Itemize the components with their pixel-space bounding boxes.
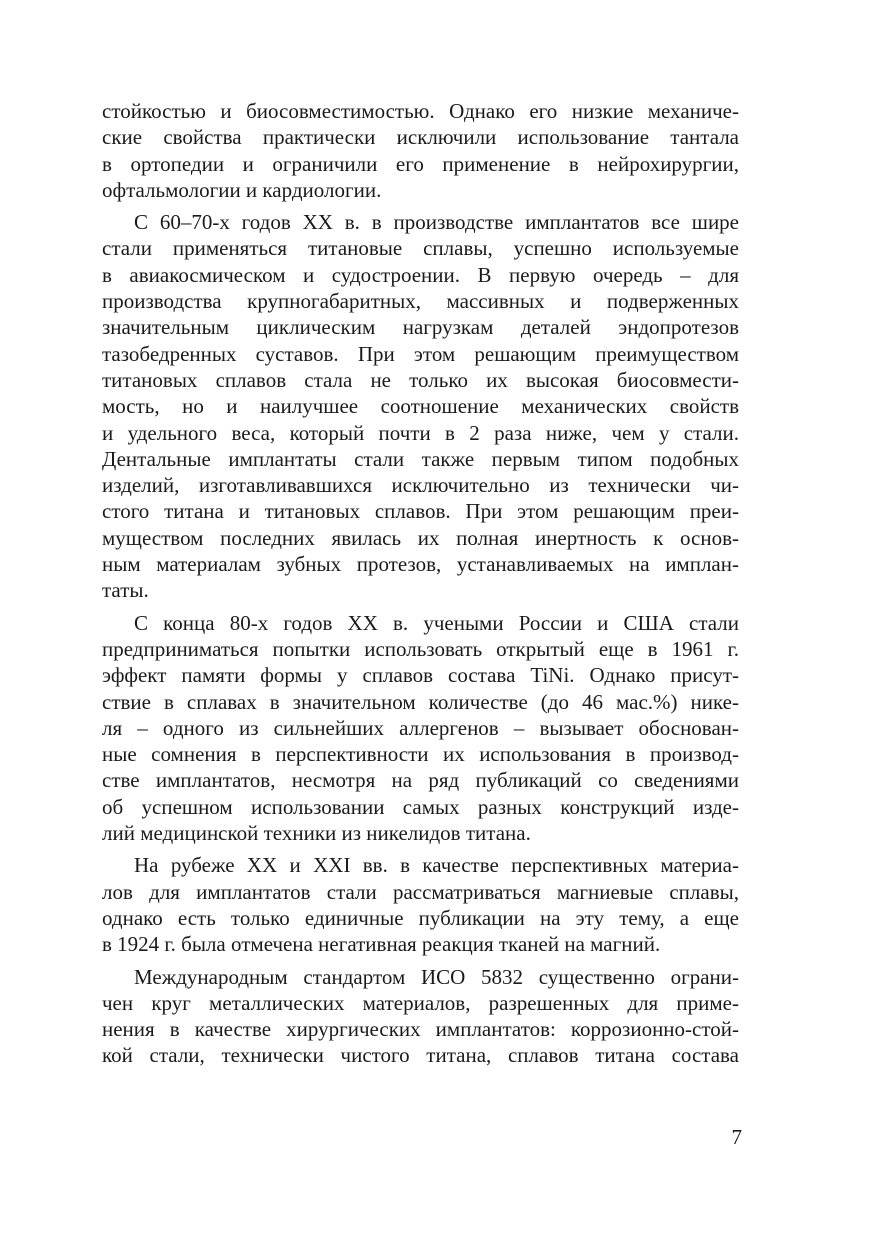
text-line: муществом последних явилась их полная инертность к основ- — [102, 525, 739, 550]
text-line: ствие в сплавах в значительном количестве (до 46 мас.%) нике- — [102, 689, 739, 714]
paragraph-5 — [102, 964, 739, 1069]
text-line: производства крупногабаритных, массивных и подверженных — [102, 289, 739, 314]
text-line: в 1924 г. была отмечена негативная реакция тканей на магний. — [102, 932, 661, 957]
paragraph-2 — [102, 209, 739, 603]
text-line: титановых сплавов стала не только их высокая биосовмести- — [102, 367, 739, 392]
text-line: стали применяться титановые сплавы, успешно используемые — [102, 236, 739, 261]
text-line: нения в качестве хирургических имплантатов: коррозионно-стой- — [102, 1017, 739, 1042]
text-line: изделий, изготавливавшихся исключительно из технически чи- — [102, 473, 739, 498]
text-line: кой стали, технически чистого титана, сплавов титана состава — [102, 1043, 739, 1068]
text-line: офтальмологии и кардиологии. — [102, 177, 382, 202]
text-line: лий медицинской техники из никелидов титана. — [102, 821, 531, 846]
text-line: в ортопедии и ограничили его применение в нейрохирургии, — [102, 151, 739, 176]
text-line: чен круг металлических материалов, разрешенных для приме- — [102, 990, 739, 1015]
body-text — [102, 98, 739, 1075]
text-line: ные сомнения в перспективности их использования в производ- — [102, 742, 739, 767]
paragraph-1 — [102, 98, 739, 203]
text-line: в авиакосмическом и судостроении. В первую очередь – для — [102, 262, 739, 287]
text-line: ские свойства практически исключили использование тантала — [102, 125, 739, 150]
text-line: ля – одного из сильнейших аллергенов – вызывает обоснован- — [102, 715, 739, 740]
text-line: значительным циклическим нагрузкам деталей эндопротезов — [102, 315, 739, 340]
text-line: лов для имплантатов стали рассматриваться магниевые сплавы, — [102, 879, 739, 904]
text-line: таты. — [102, 578, 149, 603]
text-line: Международным стандартом ИСО 5832 существенно ограни- — [134, 964, 739, 989]
text-line: С 60–70-х годов XX в. в производстве имплантатов все шире — [134, 210, 739, 235]
page-number: 7 — [731, 1125, 742, 1149]
text-line: стого титана и титановых сплавов. При этом решающим преи- — [102, 499, 739, 524]
paragraph-3 — [102, 610, 739, 847]
text-line: предприниматься попытки использовать открытый еще в 1961 г. — [102, 636, 739, 661]
text-line: С конца 80-х годов XX в. учеными России и США стали — [134, 610, 739, 635]
paragraph-4 — [102, 852, 739, 957]
text-line: эффект памяти формы у сплавов состава TiNi. Однако присут- — [102, 663, 739, 688]
text-line: тазобедренных суставов. При этом решающим преимуществом — [102, 341, 739, 366]
text-line: мость, но и наилучшее соотношение механических свойств — [102, 394, 739, 419]
text-line: На рубеже XX и XXI вв. в качестве перспективных материа- — [134, 853, 739, 878]
text-line: ным материалам зубных протезов, устанавливаемых на имплан- — [102, 552, 739, 577]
text-line: об успешном использовании самых разных конструкций изде- — [102, 794, 739, 819]
text-line: Дентальные имплантаты стали также первым типом подобных — [102, 446, 739, 471]
text-line: стойкостью и биосовместимостью. Однако его низкие механиче- — [102, 99, 739, 123]
text-line: стве имплантатов, несмотря на ряд публикаций со сведениями — [102, 768, 739, 793]
text-line: и удельного веса, который почти в 2 раза ниже, чем у стали. — [102, 420, 739, 445]
text-line: однако есть только единичные публикации на эту тему, а еще — [102, 905, 739, 930]
